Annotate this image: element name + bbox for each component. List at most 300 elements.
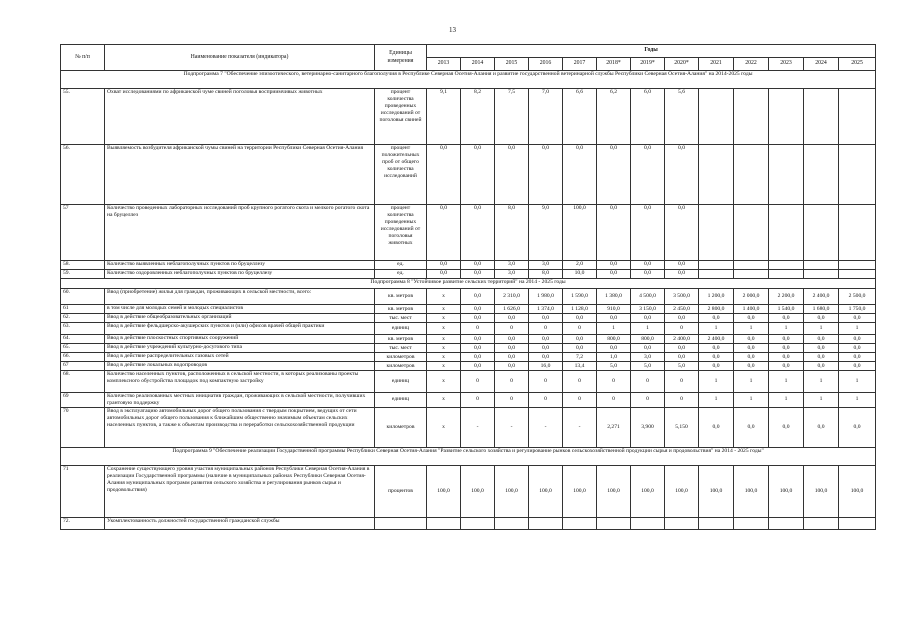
year-value: 0,0 <box>461 145 495 205</box>
year-value <box>804 145 839 205</box>
year-value: 0,0 <box>839 344 876 353</box>
year-value: 0,0 <box>597 344 631 353</box>
year-value: 0,0 <box>597 314 631 323</box>
year-value <box>665 517 699 529</box>
year-value: 3 150,0 <box>631 305 665 314</box>
year-value <box>699 270 734 279</box>
indicator-name: Количество проведенных лабораторных исследований проб крупного рогатого скота и мелкого рогатого скота на бруцеллез <box>105 205 375 261</box>
year-value: - <box>529 407 563 447</box>
year-value: 0,0 <box>631 270 665 279</box>
year-value: 0,0 <box>631 145 665 205</box>
year-value: 1 626,0 <box>495 305 529 314</box>
year-value: 0,0 <box>734 407 769 447</box>
year-value: 7,0 <box>529 89 563 145</box>
year-value: 13,4 <box>563 362 597 371</box>
year-value: 2 450,0 <box>665 305 699 314</box>
year-value: 0,0 <box>529 344 563 353</box>
year-value <box>804 89 839 145</box>
unit-of-measure: километров <box>375 362 427 371</box>
row-number: 65. <box>61 344 105 353</box>
year-value: 0,0 <box>495 335 529 344</box>
year-value: 0,0 <box>699 362 734 371</box>
year-value <box>699 517 734 529</box>
unit-of-measure: километров <box>375 353 427 362</box>
year-value: 1 <box>804 393 839 408</box>
year-value <box>734 89 769 145</box>
year-value: 1 374,0 <box>529 305 563 314</box>
year-value: 0,0 <box>461 362 495 371</box>
year-value <box>839 261 876 270</box>
row-number: 70 <box>61 407 105 447</box>
header-num: № п/п <box>61 45 105 71</box>
year-value: 3 500,0 <box>665 289 699 305</box>
year-value: 0,0 <box>563 335 597 344</box>
year-value: 2,0 <box>563 261 597 270</box>
year-value: 1 <box>839 323 876 335</box>
year-value: 0 <box>597 371 631 393</box>
year-value <box>699 89 734 145</box>
year-value: 0,0 <box>769 362 804 371</box>
year-value: 9,0 <box>529 205 563 261</box>
year-value: 0 <box>631 393 665 408</box>
row-number: 58. <box>61 261 105 270</box>
row-number: 57 <box>61 205 105 261</box>
year-value <box>769 205 804 261</box>
year-value: 0 <box>529 323 563 335</box>
year-value: 1 200,0 <box>699 289 734 305</box>
row-number: 72. <box>61 517 105 529</box>
year-value: 0,0 <box>734 335 769 344</box>
year-value: 0,0 <box>665 353 699 362</box>
year-value: 0,0 <box>699 344 734 353</box>
year-value <box>734 270 769 279</box>
year-value: 100,0 <box>769 465 804 517</box>
year-value: 0,0 <box>734 362 769 371</box>
year-value <box>804 205 839 261</box>
year-value: 2 400,0 <box>699 335 734 344</box>
year-value: 0,0 <box>597 270 631 279</box>
year-value: 0,0 <box>563 344 597 353</box>
table-row <box>61 89 876 145</box>
year-value: 0,0 <box>769 407 804 447</box>
year-value <box>631 517 665 529</box>
year-value: 100,0 <box>631 465 665 517</box>
year-value <box>769 261 804 270</box>
row-number: 64. <box>61 335 105 344</box>
row-number: 62. <box>61 314 105 323</box>
year-value: 1 128,0 <box>563 305 597 314</box>
year-value: x <box>427 289 461 305</box>
year-value: 1 <box>734 323 769 335</box>
year-value: 0,0 <box>461 353 495 362</box>
year-value: 100,0 <box>839 465 876 517</box>
year-value <box>461 517 495 529</box>
indicator-name: Ввод в действие локальных водопроводов <box>105 362 375 371</box>
year-value: 5,6 <box>665 89 699 145</box>
year-value <box>839 145 876 205</box>
year-value: 3,0 <box>529 261 563 270</box>
year-value: 1,0 <box>597 353 631 362</box>
year-value: 0,0 <box>839 362 876 371</box>
year-value: 0,0 <box>427 145 461 205</box>
indicator-name: Ввод (приобретение) жилья для граждан, проживающих в сельской местности, всего: <box>105 289 375 305</box>
subprogram-7-body <box>61 71 876 279</box>
unit-of-measure: процентов <box>375 465 427 517</box>
indicator-name: Ввод в эксплуатацию автомобильных дорог общего пользования с твердым покрытием, ведущих от сети автомобильных дорог общего пользования к ближайшим общественно значимым объектам сельских населенных пунктов, а также к объектам производства и переработки сельскохозяйственной продукции <box>105 407 375 447</box>
year-value: 0,0 <box>495 344 529 353</box>
year-value: 0 <box>529 371 563 393</box>
year-value: 0,0 <box>769 335 804 344</box>
year-value: 6,2 <box>597 89 631 145</box>
year-value <box>699 145 734 205</box>
year-value: 2 400,0 <box>804 289 839 305</box>
table-row <box>61 261 876 270</box>
year-value: 1 750,0 <box>839 305 876 314</box>
header-year: 2017 <box>563 58 597 71</box>
year-value: 0,0 <box>769 344 804 353</box>
year-value: 100,0 <box>804 465 839 517</box>
unit-of-measure: единиц <box>375 393 427 408</box>
year-value: 8,2 <box>461 89 495 145</box>
year-value: 0 <box>461 323 495 335</box>
year-value: 0,0 <box>495 362 529 371</box>
year-value: 0 <box>631 371 665 393</box>
unit-of-measure: километров <box>375 407 427 447</box>
year-value: 0,0 <box>631 205 665 261</box>
year-value: 0,0 <box>461 289 495 305</box>
year-value <box>839 270 876 279</box>
subprogram-9-body <box>61 447 876 529</box>
year-value: 0 <box>461 393 495 408</box>
row-number: 71 <box>61 465 105 517</box>
unit-of-measure: единиц <box>375 323 427 335</box>
year-value: 7,2 <box>563 353 597 362</box>
year-value: x <box>427 305 461 314</box>
year-value: 0 <box>665 323 699 335</box>
table-row <box>61 270 876 279</box>
year-value: 0,0 <box>597 261 631 270</box>
table-row <box>61 289 876 305</box>
year-value: x <box>427 393 461 408</box>
year-value: 0,0 <box>734 314 769 323</box>
year-value: 0 <box>563 393 597 408</box>
indicator-name: Количество оздоровленных неблагополучных пунктов по бруцеллезу <box>105 270 375 279</box>
page-number: 13 <box>449 26 456 34</box>
header-year: 2016 <box>529 58 563 71</box>
year-value: 6,6 <box>563 89 597 145</box>
year-value: 0 <box>529 393 563 408</box>
year-value: 0 <box>597 393 631 408</box>
year-value <box>769 89 804 145</box>
year-value: 5,0 <box>597 362 631 371</box>
year-value: 0,0 <box>665 314 699 323</box>
year-value <box>699 205 734 261</box>
year-value: 1 <box>734 393 769 408</box>
year-value: 0,0 <box>461 205 495 261</box>
year-value: 100,0 <box>461 465 495 517</box>
year-value: 100,0 <box>563 465 597 517</box>
year-value: 1 <box>631 323 665 335</box>
row-number: 69 <box>61 393 105 408</box>
year-value: 0,0 <box>427 261 461 270</box>
indicator-name: Ввод в действие фельдшерско-акушерских пунктов и (или) офисов врачей общей практики <box>105 323 375 335</box>
indicator-name: Выявляемость возбудителя африканской чумы свиней на территории Республики Северная Осетия-Алания <box>105 145 375 205</box>
year-value: 0 <box>461 371 495 393</box>
year-value: 3,0 <box>495 261 529 270</box>
year-value: 0,0 <box>427 205 461 261</box>
table-row <box>61 362 876 371</box>
year-value: 0,0 <box>461 314 495 323</box>
indicator-name: Укомплектованность должностей государственной гражданской службы <box>105 517 375 529</box>
row-number: 63. <box>61 323 105 335</box>
indicator-name: Ввод в действие плоскостных спортивных сооружений <box>105 335 375 344</box>
year-value: 1 <box>839 393 876 408</box>
year-value: 1 <box>839 371 876 393</box>
subprogram-8-body <box>61 279 876 448</box>
year-value: 3,0 <box>495 270 529 279</box>
year-value: 0,0 <box>665 145 699 205</box>
header-year: 2014 <box>461 58 495 71</box>
year-value: 1 <box>769 323 804 335</box>
year-value: - <box>563 407 597 447</box>
header-unit: Единицы измерения <box>375 45 427 71</box>
table-row <box>61 344 876 353</box>
header-year: 2024 <box>804 58 839 71</box>
year-value: 1 <box>699 371 734 393</box>
indicator-name: Сохранение существующего уровня участия муниципальных районов Республики Северная Осетия-Алания в реализации Государственной программы (наличие в муниципальных районах Республики Северная Осетия-Алания муниципальных программ развития сельского хозяйства и регулирования рынков сырья и продовольствия) <box>105 465 375 517</box>
year-value: 1 <box>597 323 631 335</box>
year-value: 16,0 <box>529 362 563 371</box>
year-value: 0 <box>495 371 529 393</box>
year-value <box>734 261 769 270</box>
year-value <box>804 270 839 279</box>
year-value: 1 540,0 <box>769 305 804 314</box>
header-year: 2023 <box>769 58 804 71</box>
year-value: 0,0 <box>495 353 529 362</box>
year-value <box>769 270 804 279</box>
year-value: 1 <box>769 393 804 408</box>
header-year: 2015 <box>495 58 529 71</box>
header-name: Наименование показателя (индикатора) <box>105 45 375 71</box>
year-value: 0,0 <box>839 353 876 362</box>
year-value: 0,0 <box>529 353 563 362</box>
header-year: 2020* <box>665 58 699 71</box>
year-value: 100,0 <box>563 205 597 261</box>
year-value: 0,0 <box>804 344 839 353</box>
subprogram-7-title: Подпрограмма 7 "Обеспечение эпизоотического, ветеринарно-санитарного благополучия в Республике Северная Осетия-Алания и развитие государственной ветеринарной службы Республики Северная Осетия-Алания" на 2014-2025 годы <box>61 71 876 89</box>
year-value: 0,0 <box>665 270 699 279</box>
subprogram-8-title: Подпрограмма 8 "Устойчивое развитие сельских территорий" на 2014 - 2025 годы <box>61 279 876 289</box>
year-value: 0 <box>563 371 597 393</box>
year-value: 2,271 <box>597 407 631 447</box>
year-value: 2 200,0 <box>769 289 804 305</box>
year-value: 0 <box>563 323 597 335</box>
year-value: 5,0 <box>665 362 699 371</box>
year-value: 0,0 <box>734 353 769 362</box>
year-value: 0,0 <box>665 344 699 353</box>
unit-of-measure: кв. метров <box>375 305 427 314</box>
year-value: 0,0 <box>597 145 631 205</box>
year-value: 2 310,0 <box>495 289 529 305</box>
unit-of-measure: процент количества проведенных исследований от поголовья животных <box>375 205 427 261</box>
indicator-name: Охват исследованиями по африканской чуме свиней поголовья восприимчивых животных <box>105 89 375 145</box>
year-value: 3,0 <box>631 353 665 362</box>
year-value: 0,0 <box>804 362 839 371</box>
year-value: 1 400,0 <box>734 305 769 314</box>
year-value: 0 <box>495 393 529 408</box>
indicator-name: Ввод в действие распределительных газовых сетей <box>105 353 375 362</box>
row-number: 61 <box>61 305 105 314</box>
year-value: 3,900 <box>631 407 665 447</box>
year-value: 0,0 <box>529 145 563 205</box>
indicators-table <box>60 44 876 530</box>
year-value: 0,0 <box>461 335 495 344</box>
table-row <box>61 465 876 517</box>
table-row <box>61 335 876 344</box>
year-value: 0,0 <box>563 314 597 323</box>
year-value: 1 980,0 <box>529 289 563 305</box>
year-value: 1 <box>769 371 804 393</box>
year-value: 0,0 <box>665 205 699 261</box>
year-value: 0,0 <box>699 407 734 447</box>
year-value <box>769 145 804 205</box>
unit-of-measure: процент количества проведенных исследований от поголовья свиней <box>375 89 427 145</box>
year-value: 0,0 <box>631 344 665 353</box>
year-value: 0,0 <box>699 314 734 323</box>
year-value: 100,0 <box>597 465 631 517</box>
year-value: 0,0 <box>631 314 665 323</box>
indicator-name: Количество выявленных неблагополучных пунктов по бруцеллезу <box>105 261 375 270</box>
row-number: 56. <box>61 145 105 205</box>
year-value <box>804 517 839 529</box>
table-row <box>61 371 876 393</box>
year-value: 6,0 <box>631 89 665 145</box>
year-value: 1 <box>804 371 839 393</box>
year-value <box>734 145 769 205</box>
year-value: 1 590,0 <box>563 289 597 305</box>
year-value: 0,0 <box>631 261 665 270</box>
year-value: 2 000,0 <box>734 289 769 305</box>
year-value: 0,0 <box>461 344 495 353</box>
year-value: 0,0 <box>461 305 495 314</box>
row-number: 60. <box>61 289 105 305</box>
indicator-name: Количество населенных пунктов, расположенных в сельской местности, в которых реализованы проекты комплексного обустройства площадок под компактную застройку <box>105 371 375 393</box>
year-value: 4 500,0 <box>631 289 665 305</box>
year-value: 0,0 <box>461 270 495 279</box>
unit-of-measure: процент положительных проб от общего количества исследований <box>375 145 427 205</box>
year-value: 0,0 <box>699 353 734 362</box>
year-value: 8,0 <box>529 270 563 279</box>
header-year: 2019* <box>631 58 665 71</box>
unit-of-measure: единиц <box>375 371 427 393</box>
year-value: 100,0 <box>529 465 563 517</box>
unit-of-measure: тыс. мест <box>375 344 427 353</box>
year-value: 0,0 <box>495 145 529 205</box>
unit-of-measure <box>375 517 427 529</box>
year-value: 1 680,0 <box>804 305 839 314</box>
year-value: 9,1 <box>427 89 461 145</box>
year-value: 0,0 <box>839 314 876 323</box>
subprogram-9-title: Подпрограмма 9 "Обеспечение реализации Государственной программы Республики Северная Осетия-Алания "Развитие сельского хозяйства и регулирование рынков сельскохозяйственной продукции сырья и продовольствия" на 2014 - 2025 годы" <box>61 447 876 465</box>
year-value <box>563 517 597 529</box>
year-value <box>529 517 563 529</box>
year-value: 910,0 <box>597 305 631 314</box>
table-row <box>61 393 876 408</box>
unit-of-measure: ед. <box>375 261 427 270</box>
table-row <box>61 314 876 323</box>
unit-of-measure: ед. <box>375 270 427 279</box>
year-value <box>769 517 804 529</box>
indicator-name: Ввод в действие общеобразовательных организаций <box>105 314 375 323</box>
year-value: 10,0 <box>563 270 597 279</box>
year-value: 1 <box>804 323 839 335</box>
year-value: - <box>495 407 529 447</box>
year-value: 0,0 <box>529 314 563 323</box>
year-value: 2 500,0 <box>839 289 876 305</box>
header-year: 2018* <box>597 58 631 71</box>
table-row <box>61 407 876 447</box>
year-value: 1 <box>699 323 734 335</box>
year-value: 0,0 <box>461 261 495 270</box>
year-value: x <box>427 362 461 371</box>
year-value <box>495 517 529 529</box>
year-value: x <box>427 335 461 344</box>
year-value: 100,0 <box>699 465 734 517</box>
year-value <box>839 89 876 145</box>
header-year: 2013 <box>427 58 461 71</box>
unit-of-measure: тыс. мест <box>375 314 427 323</box>
year-value: 5,150 <box>665 407 699 447</box>
year-value: 0 <box>665 371 699 393</box>
year-value: 0,0 <box>597 205 631 261</box>
year-value <box>427 517 461 529</box>
year-value: 0,0 <box>529 335 563 344</box>
row-number: 59. <box>61 270 105 279</box>
year-value: x <box>427 407 461 447</box>
year-value: x <box>427 314 461 323</box>
year-value: x <box>427 344 461 353</box>
row-number: 55. <box>61 89 105 145</box>
year-value: 0,0 <box>495 314 529 323</box>
year-value: 0,0 <box>427 270 461 279</box>
year-value: 7,5 <box>495 89 529 145</box>
indicator-name: в том числе для молодых семей и молодых специалистов <box>105 305 375 314</box>
year-value: 0,0 <box>804 407 839 447</box>
year-value: 0,0 <box>839 335 876 344</box>
year-value <box>839 205 876 261</box>
year-value <box>597 517 631 529</box>
year-value: 0,0 <box>665 261 699 270</box>
year-value <box>804 261 839 270</box>
table-row <box>61 205 876 261</box>
year-value: 0 <box>665 393 699 408</box>
header-year: 2025 <box>839 58 876 71</box>
year-value <box>734 205 769 261</box>
indicator-name: Количество реализованных местных инициатив граждан, проживающих в сельской местности, получивших грантовую поддержку <box>105 393 375 408</box>
year-value: 2 400,0 <box>665 335 699 344</box>
year-value: 800,0 <box>597 335 631 344</box>
year-value: 100,0 <box>665 465 699 517</box>
row-number: 66. <box>61 353 105 362</box>
header-year: 2021 <box>699 58 734 71</box>
year-value: 8,0 <box>495 205 529 261</box>
year-value <box>839 517 876 529</box>
year-value <box>699 261 734 270</box>
year-value: 1 <box>699 393 734 408</box>
table-row <box>61 305 876 314</box>
year-value: 0,0 <box>563 145 597 205</box>
year-value: 5,0 <box>631 362 665 371</box>
